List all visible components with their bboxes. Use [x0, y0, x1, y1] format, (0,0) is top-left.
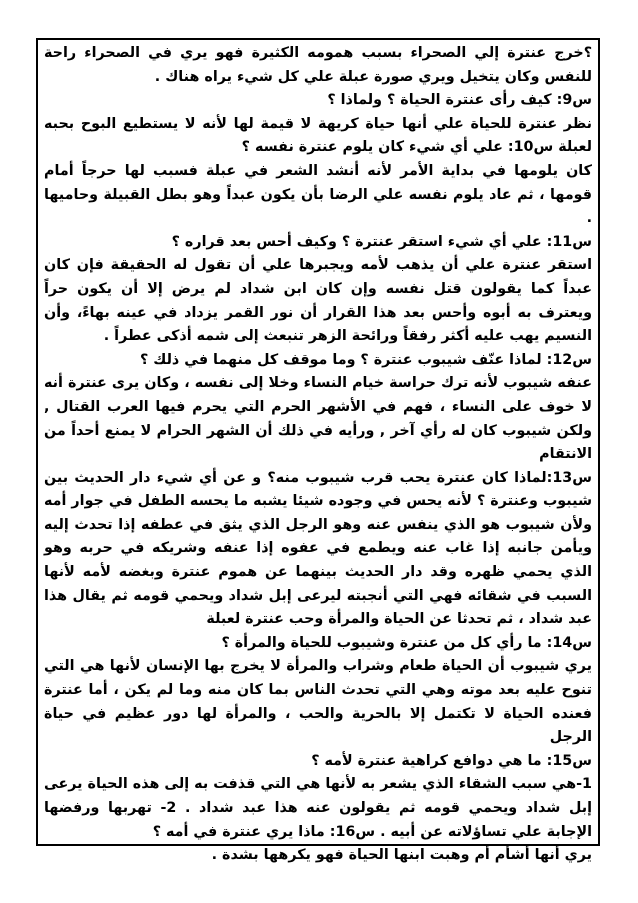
question-16-text: ماذا يري عنترة في أمه ؟	[152, 823, 330, 840]
question-number: س14:	[546, 634, 592, 651]
document-body	[44, 42, 592, 868]
question-number: س16:	[329, 823, 376, 840]
paragraph-intro: ؟خرج عنترة إلي الصحراء بسبب همومه الكثيرة فهو يري في الصحراء راحة للنفس وكان يتخيل ويري صورة عبلة علي كل شيء يراه هناك .	[44, 45, 592, 85]
answer-16: يري أنها أشأم أم وهبت ابنها الحياة فهو يكرهها بشدة .	[211, 847, 592, 864]
question-number: س10:	[507, 139, 554, 156]
question-number: س11:	[546, 233, 592, 250]
question-14	[44, 632, 592, 656]
answer-11: استقر عنترة علي أن يذهب لأمه ويجبرها علي أن تقول له الحقيقة فإن كان عبداً كما يقولون قتل نفسه وإن كان ابن شداد لم يرض إلا أن يكون حراً ويعترف به أبوه وأحس بعد هذا القرار أن نور القمر يزداد في عينه بهاءً، وأن النسيم يهب عليه أكثر رفقاً ورائحة الزهر تنبعث إلى شمه أذكى عطراً .	[44, 257, 592, 345]
question-number: س13:	[546, 469, 592, 486]
answer-15: 1-هي سبب الشقاء الذي يشعر به لأنها هي التي قذفت به إلى هذه الحياة يرعى إبل شداد ويحمي قومه ثم يقولون عنه هذا عبد شداد . 2- تهربها ورفضها الإجابة علي تساؤلاته عن أبيه . س16: ماذا يري عنترة في أمه ؟	[44, 776, 592, 840]
question-text: لماذا عنّف شيبوب عنترة ؟ وما موقف كل منهما في ذلك ؟	[139, 351, 547, 368]
question-number: س9:	[556, 92, 592, 109]
question-13-with-answer: لماذا كان عنترة يحب قرب شيبوب منه؟ و عن أي شيء دار الحديث بين شيبوب وعنترة ؟ لأنه يحس في وجوده شيئا يشبه ما يحسه الطفل في جوار أمه ولأن شيبوب هو الذي ينفس عنه وهو الرجل الذي يثق في عطفه إذا تحدث إليه ويأمن جانبه إذا غاب عنه ويطمع في عفوه إذا عنفه وشريكه في حربه وهو الذي يحمي ظهره وقد دار الحديث بينهما عن هموم عنترة وبغضه لأمه لأنها السبب في شقائه فهي التي أنجبته ليرعى إبل شداد ويحمي قومه ثم يقال هذا عبد شداد ، ثم تحدثا عن الحياة والمرأة وحب عنترة لعبلة	[44, 469, 592, 628]
question-10-text: علي أي شيء كان يلوم عنترة نفسه ؟	[241, 139, 508, 156]
leading-question-mark: ؟	[583, 45, 592, 61]
answer-12: عنفه شيبوب لأنه ترك حراسة خيام النساء وخلا إلى نفسه ، وكان يرى عنترة أنه لا خوف على النساء ، فهم في الأشهر الحرم التي يحرم فيها العرب القتال , ولكن شيبوب كان له رأي آخر , ورأيه في ذلك أن الشهر الحرام لا يمنع أحداً من الانتقام	[44, 375, 592, 463]
question-number: س15:	[546, 752, 592, 769]
question-number: س12:	[546, 351, 592, 368]
question-13	[44, 467, 592, 632]
question-text: علي أي شيء استقر عنترة ؟ وكيف أحس بعد قراره ؟	[171, 233, 547, 250]
question-text: ما هي دوافع كراهية عنترة لأمه ؟	[311, 752, 547, 769]
page-border	[36, 38, 600, 864]
question-11	[44, 231, 592, 255]
question-text: كيف رأى عنترة الحياة ؟ ولماذا ؟	[327, 92, 557, 109]
answer-14: يري شيبوب أن الحياة طعام وشراب والمرأة لا يخرج بها الإنسان لأنها هي التي تنوح عليه بعد موته وهي التي تحدث الناس بما كان منه وما لم يكن ، أما عنترة فعنده الحياة لا تكتمل إلا بالحرية والحب ، والمرأة لها دور عظيم في حياة الرجل	[44, 658, 592, 746]
question-15	[44, 750, 592, 774]
question-text: ما رأي كل من عنترة وشيبوب للحياة والمرأة ؟	[221, 634, 547, 651]
answer-10: كان يلومها في بداية الأمر لأنه أنشد الشعر في عبلة فسبب لها حرجاً أمام قومها ، ثم عاد يلوم نفسه علي الرضا بأن يكون عبداً وهو بطل القبيلة وحاميها .	[44, 162, 592, 227]
answer-9: نظر عنترة للحياة علي أنها حياة كريهة لا قيمة لها لأنه لا يستطيع البوح بحبه لعبلة س10: علي أي شيء كان يلوم عنترة نفسه ؟	[44, 115, 592, 156]
question-9	[44, 89, 592, 113]
question-12	[44, 349, 592, 373]
